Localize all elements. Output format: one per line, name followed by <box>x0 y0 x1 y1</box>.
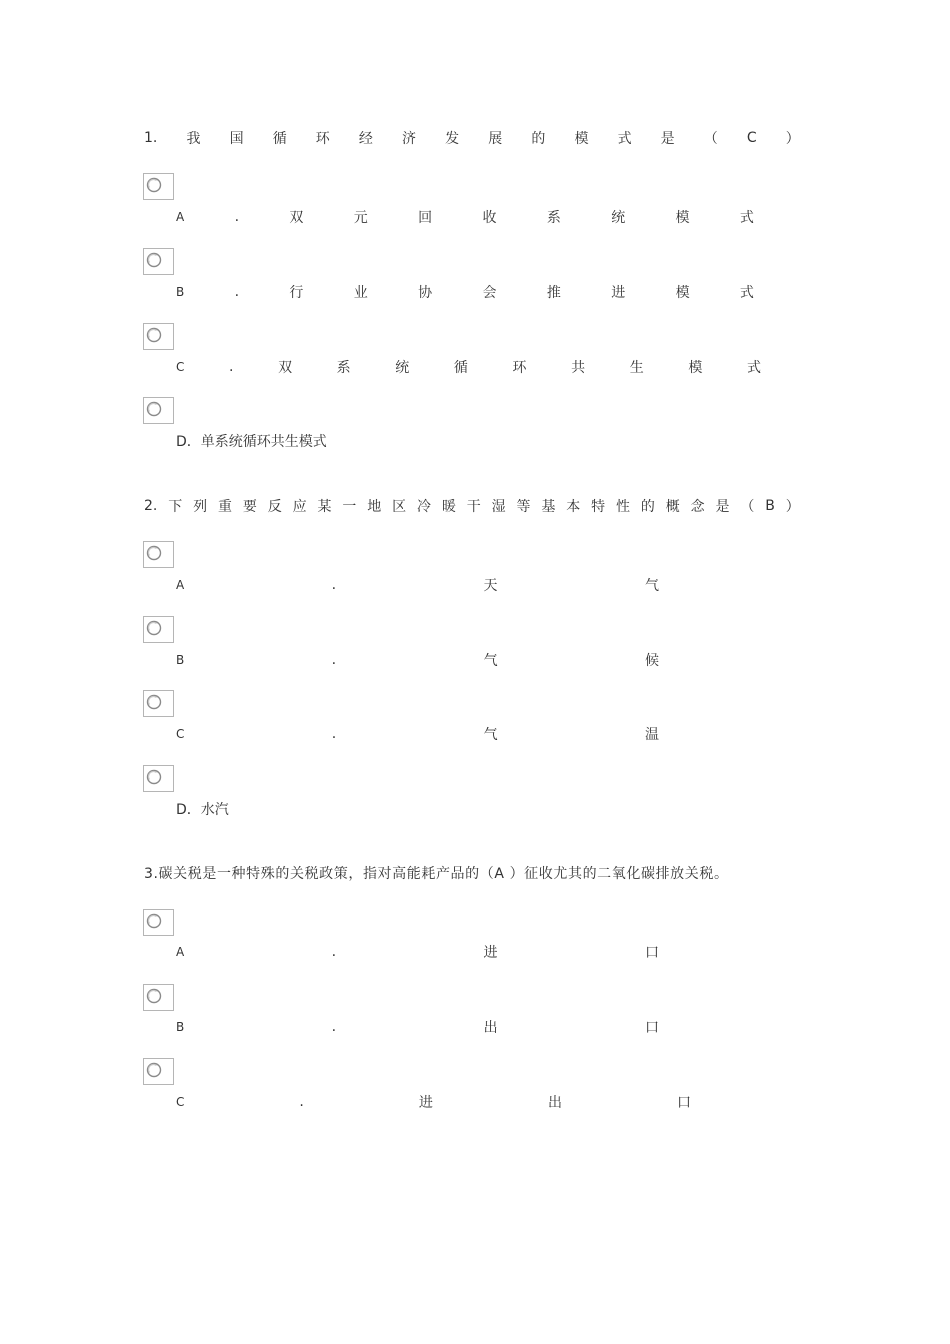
option-text-char: . <box>331 944 337 960</box>
option-text-char: C <box>176 1095 185 1109</box>
option-text-char: C <box>176 727 185 741</box>
option-text-char: 会 <box>482 285 497 301</box>
option-text-char: B <box>176 1020 185 1034</box>
question-text-char: 列 <box>193 499 208 515</box>
radio-button-icon <box>146 177 162 193</box>
question-text-char: 特 <box>591 499 606 515</box>
option-text-char: 系 <box>336 360 351 376</box>
option-text-char: 双 <box>289 210 304 226</box>
question-3-option-c-label <box>176 1091 691 1113</box>
question-text-char: 本 <box>566 499 581 515</box>
option-text-char: . <box>331 726 337 742</box>
question-text-char: 等 <box>516 499 531 515</box>
option-text-char: 天 <box>483 578 498 594</box>
option-text-char: B <box>176 285 185 299</box>
option-text-char: 模 <box>688 360 703 376</box>
option-text-char: 口 <box>645 1020 659 1036</box>
option-text-char: 系 <box>546 210 561 226</box>
option-text-char: A <box>176 210 185 224</box>
radio-button-icon <box>146 694 162 710</box>
option-text-char: 出 <box>483 1020 498 1036</box>
option-text-char: 候 <box>645 653 659 669</box>
question-1-option-b-radio[interactable] <box>143 248 174 275</box>
question-text-char: 济 <box>402 131 417 147</box>
radio-button-icon <box>146 988 162 1004</box>
question-3-text <box>144 862 800 884</box>
option-text-char: 气 <box>644 578 659 594</box>
question-text-char: ） <box>785 131 800 147</box>
question-text-char: （ <box>740 499 755 515</box>
question-text-char: 的 <box>640 499 655 515</box>
question-text-char: 概 <box>665 499 680 515</box>
question-text-char: 念 <box>690 499 705 515</box>
question-text-char: 区 <box>392 499 407 515</box>
question-1-text <box>144 127 800 149</box>
radio-button-icon <box>146 401 162 417</box>
option-text-char: 行 <box>289 285 304 301</box>
question-text-char: 式 <box>617 131 632 147</box>
question-text-char: 暖 <box>441 499 456 515</box>
question-text-char: 下 <box>168 499 183 515</box>
option-text-char: . <box>299 1094 304 1110</box>
question-1-option-d-label <box>176 430 327 452</box>
question-3-option-b-label <box>176 1016 659 1038</box>
question-text-char: 2. <box>144 498 158 514</box>
question-text-char: 是 <box>715 499 730 515</box>
question-1-option-a-radio[interactable] <box>143 173 174 200</box>
option-text-char: . <box>234 209 240 225</box>
question-text-char: 湿 <box>491 499 506 515</box>
question-2-option-c-label <box>176 723 659 745</box>
question-text-char: 地 <box>367 499 382 515</box>
question-2-option-a-label <box>176 574 659 596</box>
option-text-char: 业 <box>353 285 368 301</box>
question-text-char: 应 <box>292 499 307 515</box>
radio-button-icon <box>146 252 162 268</box>
option-text-char: 模 <box>675 285 690 301</box>
option-text-char: 出 <box>547 1095 562 1111</box>
option-text-char: 双 <box>278 360 293 376</box>
radio-button-icon <box>146 1062 162 1078</box>
option-text-char: 元 <box>353 210 368 226</box>
question-text-char: 展 <box>488 131 503 147</box>
radio-button-icon <box>146 327 162 343</box>
question-2-option-c-radio[interactable] <box>143 690 174 717</box>
question-1-option-d-radio[interactable] <box>143 397 174 424</box>
question-text-char: 反 <box>267 499 282 515</box>
option-text-char: A <box>176 945 185 959</box>
option-text-char: A <box>176 578 185 592</box>
option-text-char: 环 <box>512 360 527 376</box>
question-text-char: 的 <box>531 131 546 147</box>
option-text-char: 进 <box>483 945 498 961</box>
question-2-text <box>144 495 800 517</box>
option-text-char: 进 <box>611 285 626 301</box>
option-text-char: 气 <box>483 653 498 669</box>
option-text-char: 推 <box>546 285 561 301</box>
question-2-option-b-radio[interactable] <box>143 616 174 643</box>
radio-button-icon <box>146 769 162 785</box>
question-text-char: 性 <box>615 499 630 515</box>
option-text-char: 口 <box>644 945 659 961</box>
option-text-char: 回 <box>418 210 433 226</box>
question-text-char: 重 <box>217 499 232 515</box>
question-2-option-a-radio[interactable] <box>143 541 174 568</box>
question-text-char: 我 <box>186 131 201 147</box>
question-1-option-a-label <box>176 206 754 228</box>
option-text-char: 口 <box>676 1095 691 1111</box>
question-text-char: 某 <box>317 499 332 515</box>
radio-button-icon <box>146 913 162 929</box>
option-text-char: 模 <box>675 210 690 226</box>
question-text-char: 环 <box>315 131 330 147</box>
question-text-char: 是 <box>660 131 675 147</box>
option-text-char: 式 <box>739 285 754 301</box>
option-text-char: 统 <box>395 360 410 376</box>
question-2-option-b-label <box>176 649 659 671</box>
option-text-char: 式 <box>739 210 754 226</box>
radio-button-icon <box>146 545 162 561</box>
question-1-option-c-radio[interactable] <box>143 323 174 350</box>
question-1-option-c-label <box>176 356 761 378</box>
question-text-char: 经 <box>358 131 373 147</box>
option-text-char: B <box>176 653 185 667</box>
option-text-char: D．单系统循环共生模式 <box>176 434 327 450</box>
option-text-char: 共 <box>571 360 586 376</box>
question-text-char: 发 <box>445 131 460 147</box>
question-text-char: 国 <box>229 131 244 147</box>
option-text-char: 进 <box>418 1095 433 1111</box>
option-text-char: 收 <box>482 210 497 226</box>
question-2-option-d-radio[interactable] <box>143 765 174 792</box>
question-3-option-a-label <box>176 941 659 963</box>
option-text-char: . <box>234 284 240 300</box>
question-text-char: 一 <box>342 499 357 515</box>
question-1-option-b-label <box>176 281 754 303</box>
option-text-char: 生 <box>629 360 644 376</box>
option-text-char: 气 <box>483 727 498 743</box>
question-text-char: ） <box>785 499 800 515</box>
option-text-char: 协 <box>418 285 433 301</box>
radio-button-icon <box>146 620 162 636</box>
option-text-char: D．水汽 <box>176 802 229 818</box>
option-text-char: 式 <box>746 360 761 376</box>
question-2-option-d-label <box>176 798 229 820</box>
question-text-char: 干 <box>466 499 481 515</box>
question-text-char: 循 <box>272 131 287 147</box>
question-text-char: B <box>765 498 775 514</box>
option-text-char: . <box>229 359 234 375</box>
question-text-char: C <box>746 130 757 146</box>
question-3-option-c-radio[interactable] <box>143 1058 174 1085</box>
option-text-char: . <box>331 652 337 668</box>
option-text-char: C <box>176 360 185 374</box>
question-text-char: 模 <box>574 131 589 147</box>
option-text-char: . <box>331 1019 337 1035</box>
question-text-char: 要 <box>242 499 257 515</box>
question-3-option-a-radio[interactable] <box>143 909 174 936</box>
question-text-char: 基 <box>541 499 556 515</box>
question-text-char: 1. <box>144 130 158 146</box>
option-text-char: 温 <box>644 727 659 743</box>
option-text-char: 统 <box>611 210 626 226</box>
question-text-char: 3.碳关税是一种特殊的关税政策，指对高能耗产品的（A ）征收尤其的二氧化碳排放关税。 <box>144 866 729 882</box>
question-text-char: （ <box>703 131 718 147</box>
question-text-char: 冷 <box>416 499 431 515</box>
option-text-char: . <box>331 577 337 593</box>
question-3-option-b-radio[interactable] <box>143 984 174 1011</box>
option-text-char: 循 <box>453 360 468 376</box>
